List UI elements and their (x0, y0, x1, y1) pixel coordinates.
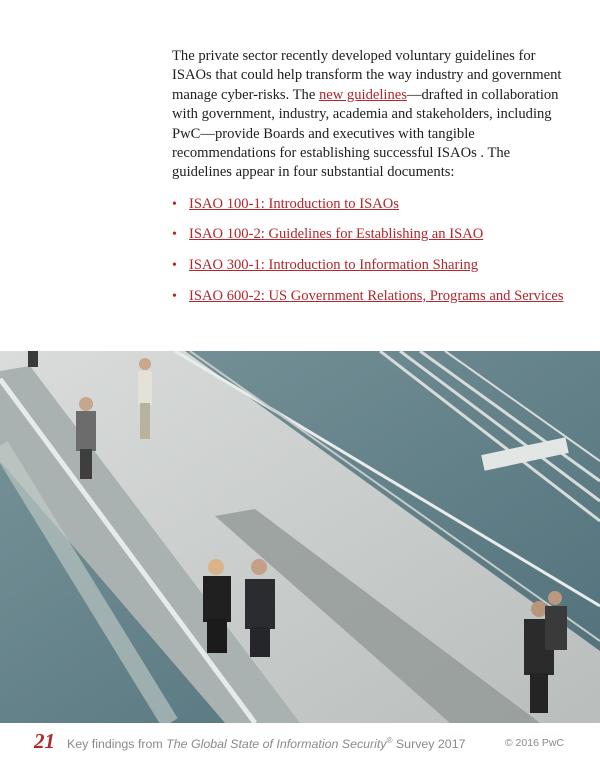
isao-100-1-link[interactable]: ISAO 100-1: Introduction to ISAOs (189, 195, 399, 212)
new-guidelines-link[interactable]: new guidelines (318, 86, 407, 103)
bullet-icon: • (172, 196, 177, 212)
list-item (172, 195, 572, 226)
list-item (172, 225, 572, 256)
footer-suffix: Survey 2017 (392, 737, 466, 752)
bridge-illustration (0, 351, 600, 723)
footer-prefix: Key findings from (67, 737, 167, 752)
intro-text-before-link: The private sector recently developed voluntary guidelines for ISAOs that could help transform the way industry and government manage cyber-risks. The (172, 48, 562, 103)
bullet-icon: • (172, 227, 177, 243)
copyright-notice: © 2016 PwC (504, 737, 564, 749)
bridge-photo (0, 351, 600, 723)
isao-300-1-link[interactable]: ISAO 300-1: Introduction to Information Sharing (189, 257, 478, 274)
isao-100-2-link[interactable]: ISAO 100-2: Guidelines for Establishing an ISAO (189, 226, 484, 243)
bullet-icon: • (172, 258, 177, 274)
body-text-block (172, 47, 572, 317)
isao-documents-list (172, 195, 572, 317)
list-item (172, 256, 572, 287)
isao-600-2-link[interactable]: ISAO 600-2: US Government Relations, Programs and Services (189, 287, 564, 304)
registered-mark: ® (386, 736, 393, 745)
intro-text-after-link: —drafted in collaboration with government, industry, academia and stakeholders, including PwC—provide Boards and executives with tangible recommendations for establishing successful ISAOs . The guidelines appear in four substantial documents: (172, 86, 559, 181)
page-number: 21 (34, 729, 55, 753)
pedestrian (28, 351, 38, 367)
page-footer (34, 729, 564, 753)
list-item (172, 287, 572, 318)
footer-report-title (67, 736, 465, 751)
bullet-icon: • (172, 288, 177, 304)
intro-paragraph (172, 47, 572, 183)
footer-report-name: The Global State of Information Security (166, 737, 387, 752)
